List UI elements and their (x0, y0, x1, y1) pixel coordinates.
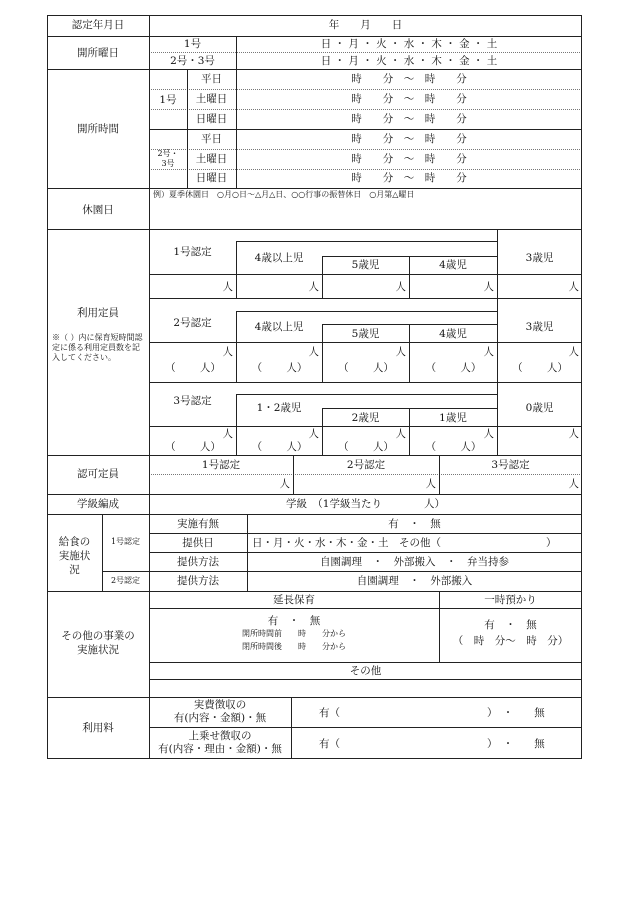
fees-r1-label: 実費徴収の 有(内容・金額)・無 (173, 699, 267, 724)
class-value[interactable]: 学級 （1学級当たり 人） (286, 498, 445, 510)
cap2-cert: 2号認定 (173, 317, 212, 329)
cap1-unit[interactable]: 人 (568, 281, 579, 293)
cap3-c2: 1歳児 (439, 412, 467, 424)
capacity-label: 利用定員 (77, 307, 119, 319)
approved-unit-1[interactable]: 人 (279, 478, 290, 490)
grid-line (47, 36, 582, 37)
extended-yesno[interactable]: 有 ・ 無 (267, 615, 321, 627)
cap1-group: 4歳以上児 (254, 252, 304, 264)
grid-line (149, 382, 582, 383)
cap2-short[interactable]: （ 人） (425, 362, 482, 374)
cap1-unit[interactable]: 人 (308, 281, 319, 293)
cap2-unit[interactable]: 人 (222, 346, 233, 358)
date-label: 認定年月日 (71, 19, 125, 31)
approved-unit-3[interactable]: 人 (568, 478, 579, 490)
meals-row-4-label: 提供方法 (177, 575, 219, 587)
cap1-unit[interactable]: 人 (222, 281, 233, 293)
hours-day-saturday-1: 土曜日 (195, 93, 228, 105)
cap2-unit[interactable]: 人 (308, 346, 319, 358)
cap3-short[interactable]: （ 人） (338, 441, 394, 453)
grid-line (236, 241, 497, 242)
approved-col-1: 1号認定 (201, 459, 241, 471)
meals-row-3-label: 提供方法 (177, 556, 219, 568)
fees-label: 利用料 (82, 722, 114, 734)
grid-line (149, 129, 582, 130)
open-days-type-1: 1号 (183, 38, 202, 50)
hours-day-weekday-2: 平日 (201, 133, 222, 145)
grid-line (149, 298, 582, 299)
grid-line (149, 662, 582, 663)
grid-line (149, 727, 582, 728)
cap3-cert: 3号認定 (173, 395, 212, 407)
cap3-unit[interactable]: 人 (483, 428, 494, 440)
open-days-1[interactable]: 日 ・ 月 ・ 火 ・ 水 ・ 木 ・ 金 ・ 土 (320, 38, 498, 50)
hours-group-1: 1号 (159, 94, 177, 106)
capacity-note: ※（ ）内に保育短時間認定に係る利用定員数を記入してください。 (52, 333, 143, 362)
cap3-short[interactable]: （ 人） (165, 441, 221, 453)
approved-col-3: 3号認定 (491, 459, 530, 471)
cap2-c1: 5歳児 (351, 328, 380, 340)
hours-time-1[interactable]: 時 分 〜 時 分 (351, 73, 467, 85)
grid-line (497, 298, 498, 382)
grid-line (47, 494, 582, 495)
meals-row-3-value[interactable]: 自園調理 ・ 外部搬入 ・ 弁当持参 (320, 556, 509, 568)
grid-line (149, 474, 582, 475)
grid-line (291, 697, 292, 759)
grid-line (149, 552, 582, 553)
meals-row-1-value[interactable]: 有 ・ 無 (388, 518, 441, 530)
open-days-label: 開所曜日 (77, 47, 119, 59)
fees-r2-label: 上乗せ徴収の 有(内容・理由・金額)・無 (158, 730, 282, 755)
approved-label: 認可定員 (77, 468, 119, 480)
hours-time-2[interactable]: 時 分 〜 時 分 (351, 93, 467, 105)
cap1-c2: 4歳児 (439, 259, 467, 271)
cap3-short[interactable]: （ 人） (251, 441, 308, 453)
grid-line (47, 69, 582, 70)
cap1-unit[interactable]: 人 (395, 281, 406, 293)
temporary-time[interactable]: （ 時 分〜 時 分） (452, 635, 569, 647)
extended-after[interactable]: 閉所時間後 時 分から (242, 642, 346, 651)
hours-time-5[interactable]: 時 分 〜 時 分 (351, 153, 467, 165)
grid-line (149, 342, 582, 343)
cap1-c1: 5歳児 (351, 259, 380, 271)
meals-label: 給食の 実施状 況 (58, 536, 91, 576)
hours-label: 開所時間 (77, 123, 119, 135)
grid-line (149, 89, 582, 90)
hours-day-saturday-2: 土曜日 (195, 153, 228, 165)
grid-line (149, 533, 582, 534)
meals-type-1: 1号認定 (110, 537, 141, 546)
hours-day-weekday-1: 平日 (201, 73, 222, 85)
other-misc: その他 (349, 665, 382, 677)
cap2-unit[interactable]: 人 (395, 346, 406, 358)
cap2-short[interactable]: （ 人） (165, 362, 221, 374)
grid-line (47, 697, 582, 698)
grid-line (149, 426, 582, 427)
meals-row-2-value[interactable]: 日・月・火・水・木・金・土 その他（ ） (252, 537, 557, 549)
hours-day-sunday-1: 日曜日 (195, 113, 228, 125)
extended-title: 延長保育 (273, 594, 315, 606)
other-label: その他の事業の 実施状況 (61, 630, 135, 656)
hours-time-6[interactable]: 時 分 〜 時 分 (351, 172, 467, 184)
cap2-unit[interactable]: 人 (483, 346, 494, 358)
meals-row-4-value[interactable]: 自園調理 ・ 外部搬入 (356, 575, 473, 587)
grid-line (47, 188, 582, 189)
closed-label: 休園日 (82, 204, 114, 216)
hours-time-3[interactable]: 時 分 〜 時 分 (351, 113, 467, 125)
certification-form (47, 15, 582, 759)
cap2-group: 4歳以上児 (254, 321, 304, 333)
cap2-c2: 4歳児 (439, 328, 467, 340)
extended-before[interactable]: 開所時間前 時 分から (242, 629, 346, 638)
cap2-unit[interactable]: 人 (568, 346, 579, 358)
grid-line (497, 382, 498, 455)
cap3-c1: 2歳児 (351, 412, 380, 424)
cap2-short[interactable]: （ 人） (338, 362, 394, 374)
grid-line (149, 679, 582, 680)
grid-line (187, 69, 188, 188)
date-value[interactable]: 年 月 日 (328, 19, 403, 31)
grid-line (149, 52, 582, 53)
meals-row-2-label: 提供日 (182, 537, 214, 549)
grid-line (149, 169, 582, 170)
approved-unit-2[interactable]: 人 (425, 478, 436, 490)
cap3-short[interactable]: （ 人） (425, 441, 482, 453)
open-days-2[interactable]: 日 ・ 月 ・ 火 ・ 水 ・ 木 ・ 金 ・ 土 (320, 55, 498, 67)
cap3-unit[interactable]: 人 (222, 428, 233, 440)
grid-line (149, 608, 582, 609)
cap3-unit[interactable]: 人 (308, 428, 319, 440)
cap3-unit[interactable]: 人 (395, 428, 406, 440)
open-days-type-2: 2号・3号 (170, 55, 215, 67)
grid-line (47, 591, 582, 592)
cap2-c3: 3歳児 (525, 321, 554, 333)
cap2-short[interactable]: （ 人） (512, 362, 568, 374)
meals-type-2: 2号認定 (110, 576, 141, 585)
closed-example[interactable]: 例）夏季休園日 ○月○日〜△月△日、○○行事の振替休日 ○月第△曜日 (153, 190, 415, 199)
cap3-unit[interactable]: 人 (568, 428, 579, 440)
grid-line (236, 394, 497, 395)
grid-line (102, 571, 582, 572)
grid-line (149, 109, 582, 110)
grid-line (149, 274, 582, 275)
meals-row-1-label: 実施有無 (177, 518, 219, 530)
temporary-yesno[interactable]: 有 ・ 無 (484, 619, 537, 631)
fees-r2-value[interactable]: 有（ ） ・ 無 (319, 738, 545, 750)
class-label: 学級編成 (77, 498, 119, 510)
temporary-title: 一時預かり (484, 594, 537, 606)
cap2-short[interactable]: （ 人） (251, 362, 308, 374)
cap3-group: 1・2歳児 (256, 402, 302, 414)
fees-r1-value[interactable]: 有（ ） ・ 無 (319, 707, 545, 719)
cap1-cert: 1号認定 (173, 246, 212, 258)
grid-line (47, 514, 582, 515)
cap3-c3: 0歳児 (525, 402, 554, 414)
grid-line (47, 455, 582, 456)
grid-line (236, 69, 237, 188)
cap1-c3: 3歳児 (525, 252, 554, 264)
grid-line (149, 149, 582, 150)
approved-col-2: 2号認定 (346, 459, 386, 471)
grid-line (236, 311, 497, 312)
hours-group-2: 2号・ 3号 (157, 149, 179, 168)
cap1-unit[interactable]: 人 (483, 281, 494, 293)
grid-line (47, 229, 582, 230)
hours-day-sunday-2: 日曜日 (195, 172, 228, 184)
hours-time-4[interactable]: 時 分 〜 時 分 (351, 133, 467, 145)
